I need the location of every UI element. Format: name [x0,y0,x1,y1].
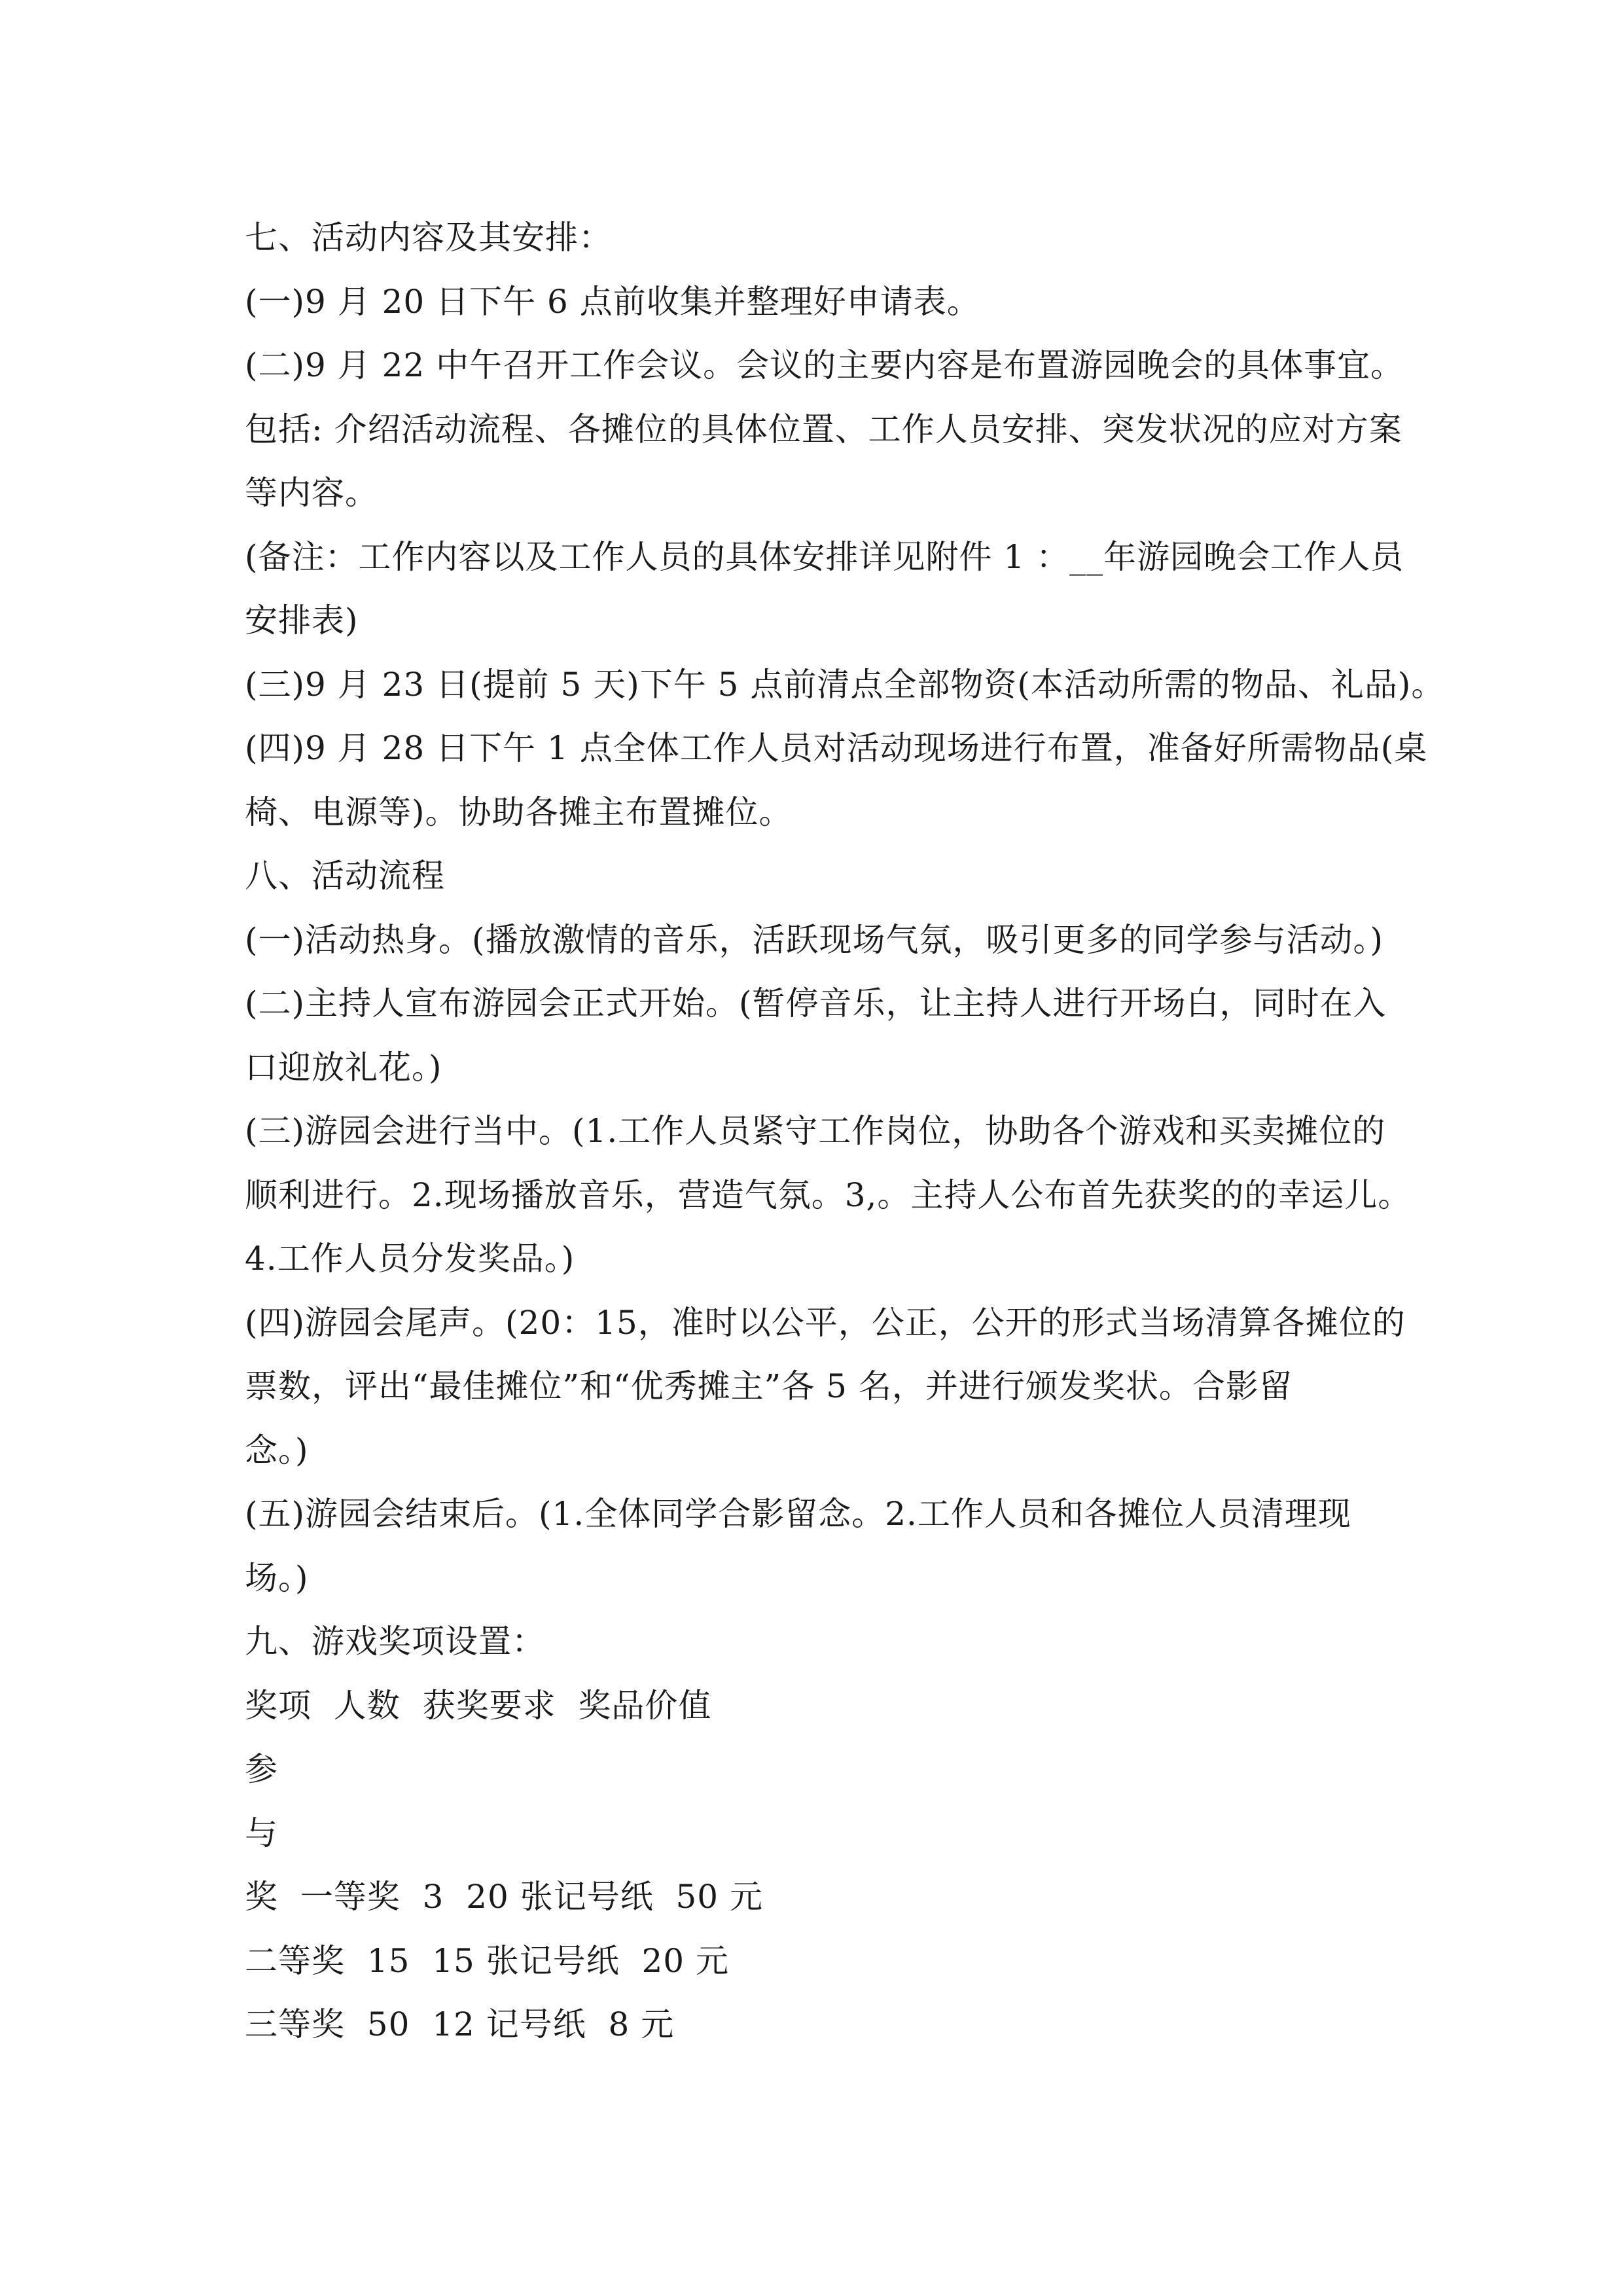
paragraph-line: 包括: 介绍活动流程、各摊位的具体位置、工作人员安排、突发状况的应对方案 [245,410,1402,448]
paragraph-line: (一)活动热身。(播放激情的音乐，活跃现场气氛，吸引更多的同学参与活动。) [245,920,1384,959]
prize-table-row: 三等奖 50 12 记号纸 8 元 [245,2005,675,2043]
paragraph-line: 顺利进行。2.现场播放音乐，营造气氛。3,。主持人公布首先获奖的的幸运儿。 [245,1175,1412,1214]
paragraph-line: (四)游园会尾声。(20：15，准时以公平，公正，公开的形式当场清算各摊位的 [245,1303,1406,1342]
paragraph-line: (二)9 月 22 中午召开工作会议。会议的主要内容是布置游园晚会的具体事宜。 [245,346,1404,384]
paragraph-line: 安排表) [245,601,359,639]
paragraph-line: 口迎放礼花。) [245,1048,442,1086]
paragraph-line: (四)9 月 28 日下午 1 点全体工作人员对活动现场进行布置，准备好所需物品(桌 [245,729,1428,767]
prize-table-row: 二等奖 15 15 张记号纸 20 元 [245,1941,730,1980]
paragraph-line: (备注：工作内容以及工作人员的具体安排详见附件 1 ：__年游园晚会工作人员 [245,537,1404,576]
document-body [245,206,1445,2057]
paragraph-line: 等内容。 [245,474,378,512]
prize-table-line: 参 [245,1750,278,1788]
paragraph-line: (三)游园会进行当中。(1.工作人员紧守工作岗位，协助各个游戏和买卖摊位的 [245,1112,1386,1150]
paragraph-line: 椅、电源等)。协助各摊主布置摊位。 [245,793,793,831]
paragraph-line: 票数，评出“最佳摊位”和“优秀摊主”各 5 名，并进行颁发奖状。合影留 [245,1367,1293,1405]
paragraph-line: (五)游园会结束后。(1.全体同学合影留念。2.工作人员和各摊位人员清理现 [245,1495,1351,1533]
paragraph-line: (三)9 月 23 日(提前 5 天)下午 5 点前清点全部物资(本活动所需的物品、礼品)。 [245,665,1445,704]
prize-table-line: 与 [245,1814,278,1852]
section-heading-activity-arrangement: 七、活动内容及其安排： [245,219,612,257]
prize-table-row: 奖 一等奖 3 20 张记号纸 50 元 [245,1878,763,1916]
paragraph-line: (二)主持人宣布游园会正式开始。(暂停音乐，让主持人进行开场白，同时在入 [245,984,1387,1022]
section-heading-prize-settings: 九、游戏奖项设置： [245,1623,545,1660]
prize-table-header: 奖项 人数 获奖要求 奖品价值 [245,1686,712,1725]
section-heading-activity-flow: 八、活动流程 [245,857,445,895]
paragraph-line: 念。) [245,1431,309,1469]
paragraph-line: 场。) [245,1558,309,1597]
paragraph-line: 4.工作人员分发奖品。) [245,1240,575,1278]
paragraph-line: (一)9 月 20 日下午 6 点前收集并整理好申请表。 [245,282,980,321]
